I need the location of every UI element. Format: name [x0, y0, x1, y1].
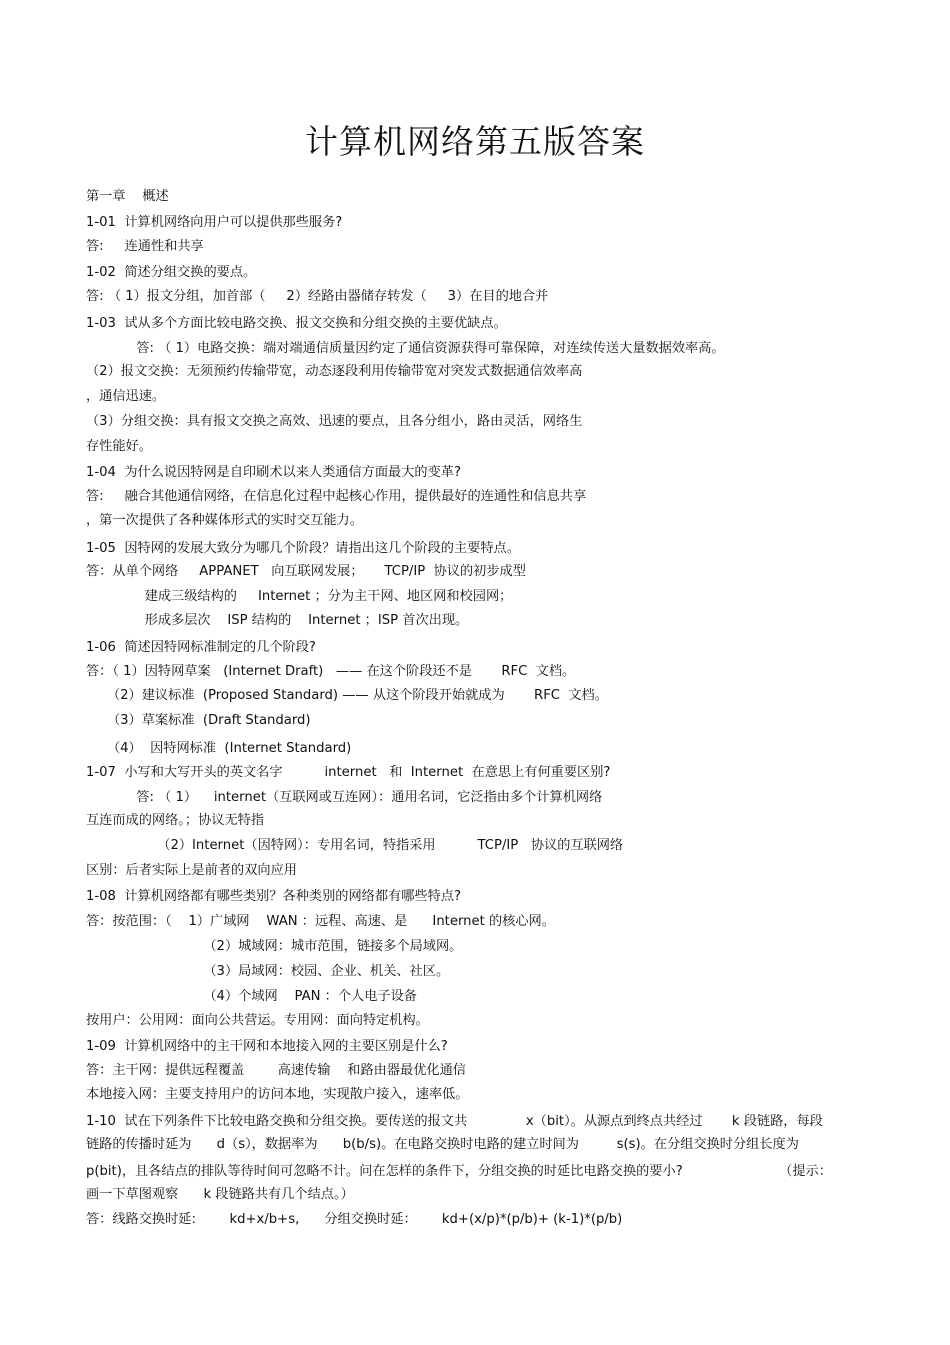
answer-line: 形成多层次 ISP 结构的 Internet ；ISP 首次出现。: [86, 613, 469, 628]
question-line: 1-09 计算机网络中的主干网和本地接入网的主要区别是什么?: [86, 1039, 448, 1054]
answer-line: 答：从单个网络 APPANET 向互联网发展； TCP/IP 协议的初步成型: [86, 564, 526, 579]
answer-line: 本地接入网：主要支持用户的访问本地，实现散户接入，速率低。: [86, 1087, 469, 1102]
question-line: 1-08 计算机网络都有哪些类别？各种类别的网络都有哪些特点?: [86, 889, 461, 904]
answer-line: ，通信迅速。: [86, 389, 166, 404]
answer-line: （4）个域网 PAN ：个人电子设备: [86, 989, 417, 1004]
chapter-heading: 第一章 概述: [86, 189, 169, 204]
answer-line: （2）城域网：城市范围，链接多个局域网。: [86, 939, 463, 954]
answer-line: 答: （ 1）电路交换：端对端通信质量因约定了通信资源获得可靠保障，对连续传送大量数据效率高。: [86, 341, 725, 356]
page-title: 计算机网络第五版答案: [305, 122, 645, 161]
answer-line: 答: （ 1） internet（互联网或互连网）：通用名词，它泛指由多个计算机网络: [86, 790, 603, 805]
answer-line: （2）建议标准 (Proposed Standard) —— 从这个阶段开始就成为 RFC 文档。: [86, 688, 608, 703]
answer-line: 答：（ 1）因特网草案 (Internet Draft) —— 在这个阶段还不是 RFC 文档。: [86, 664, 576, 679]
question-line: 1-07 小写和大写开头的英文名字 internet 和 Internet 在意思上有何重要区别?: [86, 765, 611, 780]
question-line: p(bit)，且各结点的排队等待时间可忽略不计。问在怎样的条件下，分组交换的时延比电路交换的要小? （提示：: [86, 1164, 832, 1179]
question-line: 画一下草图观察 k 段链路共有几个结点。）: [86, 1187, 354, 1202]
answer-line: 互连而成的网络。；协议无特指: [86, 813, 265, 828]
answer-line: 答: 连通性和共享: [86, 239, 204, 254]
question-line: 1-03 试从多个方面比较电路交换、报文交换和分组交换的主要优缺点。: [86, 316, 507, 331]
question-line: 1-04 为什么说因特网是自印刷术以来人类通信方面最大的变革?: [86, 465, 461, 480]
answer-line: （4） 因特网标准 (Internet Standard): [86, 741, 352, 756]
answer-line: 答：按范围：（ 1）广域网 WAN ：远程、高速、是 Internet 的核心网。: [86, 914, 555, 929]
question-line: 1-10 试在下列条件下比较电路交换和分组交换。要传送的报文共 x（bit）。从源点到终点共经过 k 段链路，每段: [86, 1114, 823, 1129]
answer-line: ，第一次提供了各种媒体形式的实时交互能力。: [86, 513, 363, 528]
answer-line: 答：线路交换时延: kd+x/b+s, 分组交换时延： kd+(x/p)*(p/b)+ (k-1)*(p/b): [86, 1212, 623, 1227]
question-line: 1-02 简述分组交换的要点。: [86, 265, 257, 280]
answer-line: 答: （ 1）报文分组，加首部（ 2）经路由器储存转发（ 3）在目的地合并: [86, 289, 549, 304]
question-line: 1-05 因特网的发展大致分为哪几个阶段？请指出这几个阶段的主要特点。: [86, 541, 520, 556]
answer-line: （2）Internet（因特网）：专用名词，特指采用 TCP/IP 协议的互联网络: [86, 838, 624, 853]
answer-line: （3）局域网：校园、企业、机关、社区。: [86, 964, 450, 979]
answer-line: （3）草案标准 (Draft Standard): [86, 713, 311, 728]
answer-line: 答：主干网：提供远程覆盖 高速传输 和路由器最优化通信: [86, 1063, 466, 1078]
answer-line: 建成三级结构的 Internet ；分为主干网、地区网和校园网；: [86, 589, 513, 604]
answer-line: 存性能好。: [86, 439, 152, 454]
question-line: 1-01 计算机网络向用户可以提供那些服务?: [86, 215, 343, 230]
answer-line: 按用户：公用网：面向公共营运。专用网：面向特定机构。: [86, 1013, 429, 1028]
answer-line: （3）分组交换：具有报文交换之高效、迅速的要点，且各分组小，路由灵活，网络生: [86, 414, 583, 429]
answer-line: （2）报文交换：无须预约传输带宽，动态逐段利用传输带宽对突发式数据通信效率高: [86, 364, 583, 379]
answer-line: 区别：后者实际上是前者的双向应用: [86, 863, 297, 878]
question-line: 1-06 简述因特网标准制定的几个阶段?: [86, 640, 316, 655]
answer-line: 答: 融合其他通信网络，在信息化过程中起核心作用，提供最好的连通性和信息共享: [86, 489, 587, 504]
question-line: 链路的传播时延为 d（s），数据率为 b(b/s)。在电路交换时电路的建立时间为 s(s)。在分组交换时分组长度为: [86, 1137, 799, 1152]
